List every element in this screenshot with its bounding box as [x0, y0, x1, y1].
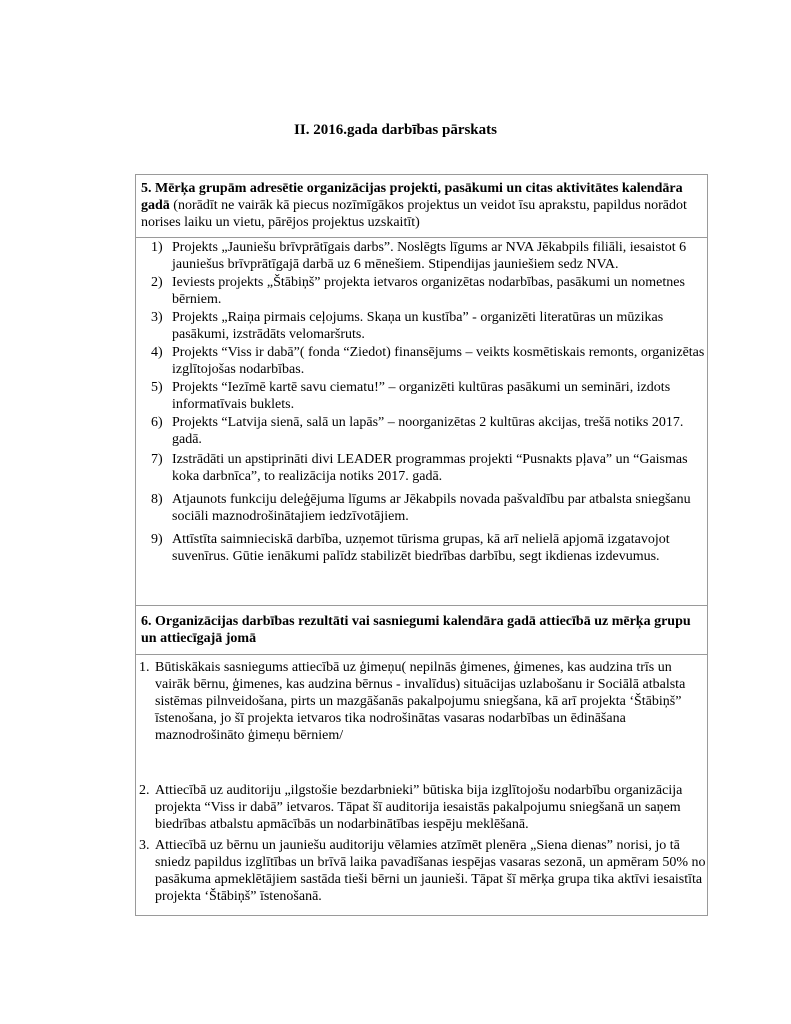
section-6-body — [136, 659, 707, 905]
section-5-body — [136, 238, 707, 565]
list-item: 5) Projekts “Iezīmē kartē savu ciematu!” – organizēti kultūras pasākumi un semināri, izdots informatīvais buklets. — [151, 380, 671, 412]
section-6-list — [136, 659, 707, 905]
page-title: II. 2016.gada darbības pārskats — [294, 122, 497, 138]
list-item: 9) Attīstīta saimnieciskā darbība, uzņemot tūrisma grupas, kā arī nelielā apjomā izgatavojot suvenīrus. Gūtie ienākumi palīdz stabilizēt biedrības darbību, segt ikdienas izdevumus. — [151, 532, 670, 564]
list-item: 4) Projekts “Viss ir dabā”( fonda “Ziedot) finansējums – veikts kosmētiskais remonts, organizētas izglītojošas nodarbības. — [151, 345, 705, 377]
section-6-heading: 6. Organizācijas darbības rezultāti vai sasniegumi kalendāra gadā attiecībā uz mērķa grupu un attiecīgajā jomā — [141, 614, 691, 646]
section-5-header — [136, 178, 707, 231]
section-5-list — [136, 239, 707, 565]
list-item: 2. Attiecībā uz auditoriju „ilgstošie bezdarbnieki” būtiska bija izglītojošu nodarbību organizācija projekta “Viss ir dabā” ietvaros. Tāpat šī auditorija iesaistās pakalpojumu sniegšanā un saņem biedrības atbalstu apmācībās un nodarbinātības iespēju meklēšanā. — [139, 783, 683, 832]
list-item: 1) Projekts „Jauniešu brīvprātīgais darbs”. Noslēgts līgums ar NVA Jēkabpils filiāli, iesaistot 6 jauniešus brīvprātīgajā darbā uz 6 mēnešiem. Stipendijas jauniešiem sedz NVA. — [151, 240, 687, 272]
report-table — [135, 174, 708, 916]
list-item: 6) Projekts “Latvija sienā, salā un lapās” – noorganizētas 2 kultūras akcijas, trešā notiks 2017. gadā. — [151, 415, 684, 447]
row-divider — [136, 605, 707, 606]
list-item: 8) Atjaunots funkciju deleģējuma līgums ar Jēkabpils novada pašvaldību par atbalsta sniegšanu sociāli maznodrošinātajiem iedzīvotājiem. — [151, 492, 691, 524]
list-item: 7) Izstrādāti un apstiprināti divi LEADER programmas projekti “Pusnakts pļava” un “Gaismas koka darbnīca”, to realizācija notiks 2017. gadā. — [151, 452, 688, 484]
list-item: 2) Ieviests projekts „Štābiņš” projekta ietvaros organizētas nodarbības, pasākumi un nometnes bērniem. — [151, 275, 685, 307]
list-item: 3. Attiecībā uz bērnu un jauniešu auditoriju vēlamies atzīmēt plenēra „Siena dienas” norisi, jo tā sniedz papildus izglītības un brīvā laika pavadīšanas iespējas vasaras sezonā, un apmēram 50% no pasākuma apmeklētājiem sastāda tieši bērni un jaunieši. Tāpat šī mērķa grupa tika aktīvi iesaistīta projekta ‘Štābiņš” īstenošanā. — [139, 838, 706, 904]
section-6-header — [136, 611, 707, 647]
section-5-heading: 5. Mērķa grupām adresētie organizācijas projekti, pasākumi un citas aktivitātes kalendāra gadā — [141, 181, 683, 213]
row-divider — [136, 654, 707, 655]
list-item: 1. Būtiskākais sasniegums attiecībā uz ģimeņu( nepilnās ģimenes, ģimenes, kas audzina trīs un vairāk bērnu, ģimenes, kas audzina bērnus - invalīdus) situācijas uzlabošanu ir Sociālā atbalsta sistēmas pilnveidošana, pirts un mazgāšanās pakalpojumu sniegšana, kā arī projekta ‘Štābiņš” īstenošana, jo šī projekta ietvaros tika nodrošinātas vasaras nodarbības un ēdināšana maznodrošināto ģimeņu bērniem/ — [139, 660, 686, 743]
list-item: 3) Projekts „Raiņa pirmais ceļojums. Skaņa un kustība” - organizēti literatūras un mūzikas pasākumi, izstrādāts velomaršruts. — [151, 310, 664, 342]
section-5-instructions: (norādīt ne vairāk kā piecus nozīmīgākos projektus un veidot īsu aprakstu, papildus norādot norises laiku un vietu, pārējos projektus uzskaitīt) — [141, 198, 687, 230]
